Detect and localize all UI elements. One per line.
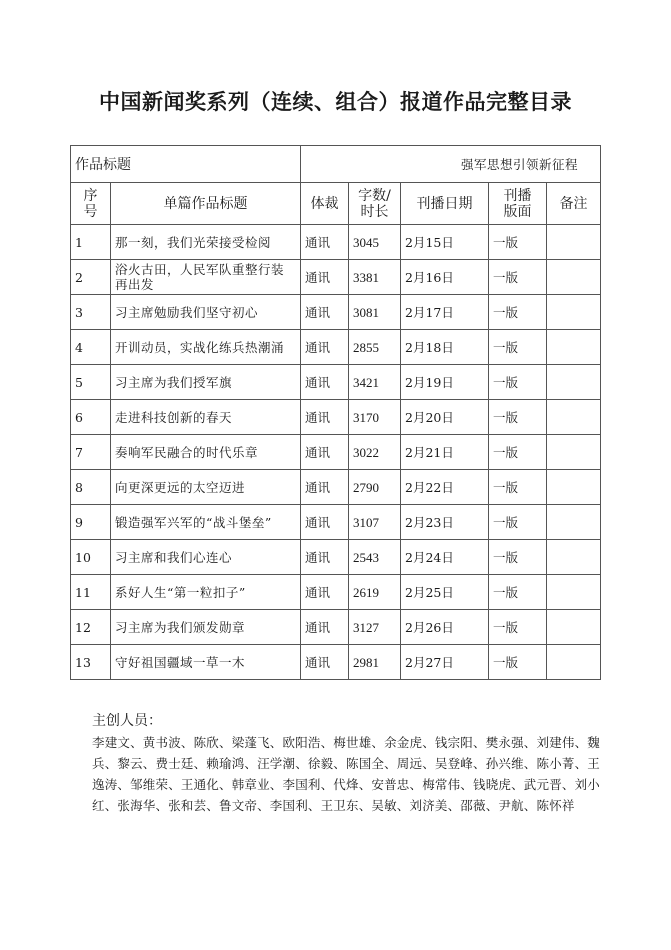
- row-note: [547, 610, 601, 645]
- row-note: [547, 575, 601, 610]
- table-row: [71, 260, 601, 295]
- row-no: 13: [71, 645, 111, 680]
- creators-section: [92, 710, 612, 816]
- table-row: [71, 540, 601, 575]
- table-row: [71, 295, 601, 330]
- row-no: 4: [71, 330, 111, 365]
- row-name: 习主席为我们颁发勋章: [111, 610, 301, 645]
- row-no: 12: [71, 610, 111, 645]
- row-date: 2月15日: [401, 225, 489, 260]
- row-note: [547, 505, 601, 540]
- table-row: [71, 365, 601, 400]
- creators-names: 李建文、黄书波、陈欣、梁蓬飞、欧阳浩、梅世雄、余金虎、钱宗阳、樊永强、刘建伟、魏兵、黎云、费士廷、赖瑜鸿、汪学潮、徐毅、陈国全、周远、吴登峰、孙兴维、陈小菁、王逸涛、邹维荣、王通化、韩章业、李国利、代烽、安普忠、梅常伟、钱晓虎、武元晋、刘小红、张海华、张和芸、鲁文帝、李国利、王卫东、吴敏、刘济美、邵薇、尹航、陈怀祥: [92, 735, 601, 813]
- row-note: [547, 330, 601, 365]
- table-row: [71, 330, 601, 365]
- header-row: [71, 183, 601, 225]
- row-date: 2月19日: [401, 365, 489, 400]
- header-no: 序号: [71, 183, 111, 225]
- row-count: 3107: [349, 505, 401, 540]
- row-genre: 通讯: [301, 435, 349, 470]
- table-row: [71, 470, 601, 505]
- row-no: 1: [71, 225, 111, 260]
- table-row: [71, 505, 601, 540]
- work-title-row: [71, 146, 601, 183]
- row-page: 一版: [489, 435, 547, 470]
- row-name: 奏响军民融合的时代乐章: [111, 435, 301, 470]
- row-genre: 通讯: [301, 645, 349, 680]
- row-page: 一版: [489, 575, 547, 610]
- creators-label: 主创人员：: [92, 713, 162, 729]
- row-note: [547, 260, 601, 295]
- row-no: 10: [71, 540, 111, 575]
- row-name: 那一刻，我们光荣接受检阅: [111, 225, 301, 260]
- table-row: [71, 575, 601, 610]
- row-date: 2月18日: [401, 330, 489, 365]
- row-page: 一版: [489, 645, 547, 680]
- row-date: 2月25日: [401, 575, 489, 610]
- row-genre: 通讯: [301, 505, 349, 540]
- row-no: 3: [71, 295, 111, 330]
- row-note: [547, 365, 601, 400]
- row-genre: 通讯: [301, 575, 349, 610]
- row-date: 2月27日: [401, 645, 489, 680]
- row-no: 11: [71, 575, 111, 610]
- row-name: 系好人生“第一粒扣子”: [111, 575, 301, 610]
- row-genre: 通讯: [301, 540, 349, 575]
- table-row: [71, 645, 601, 680]
- table-row: [71, 400, 601, 435]
- row-date: 2月24日: [401, 540, 489, 575]
- row-name: 锻造强军兴军的“战斗堡垒”: [111, 505, 301, 540]
- row-count: 2543: [349, 540, 401, 575]
- row-page: 一版: [489, 610, 547, 645]
- row-genre: 通讯: [301, 365, 349, 400]
- row-date: 2月17日: [401, 295, 489, 330]
- row-name: 浴火古田，人民军队重整行装再出发: [111, 260, 301, 295]
- catalog-table: [70, 145, 601, 680]
- header-count: 字数/时长: [349, 183, 401, 225]
- work-title-value: 强军思想引领新征程: [301, 146, 601, 183]
- document-title: 中国新闻奖系列（连续、组合）报道作品完整目录: [99, 90, 572, 114]
- row-count: 3381: [349, 260, 401, 295]
- row-no: 2: [71, 260, 111, 295]
- row-note: [547, 225, 601, 260]
- row-note: [547, 540, 601, 575]
- row-note: [547, 470, 601, 505]
- header-date: 刊播日期: [401, 183, 489, 225]
- row-page: 一版: [489, 505, 547, 540]
- row-date: 2月22日: [401, 470, 489, 505]
- work-title-label: 作品标题: [71, 146, 301, 183]
- row-name: 向更深更远的太空迈进: [111, 470, 301, 505]
- row-count: 3127: [349, 610, 401, 645]
- row-count: 2855: [349, 330, 401, 365]
- table-row: [71, 610, 601, 645]
- row-genre: 通讯: [301, 260, 349, 295]
- header-name: 单篇作品标题: [111, 183, 301, 225]
- row-genre: 通讯: [301, 330, 349, 365]
- row-note: [547, 645, 601, 680]
- row-note: [547, 400, 601, 435]
- row-page: 一版: [489, 225, 547, 260]
- row-date: 2月20日: [401, 400, 489, 435]
- row-name: 习主席勉励我们坚守初心: [111, 295, 301, 330]
- row-page: 一版: [489, 400, 547, 435]
- row-date: 2月26日: [401, 610, 489, 645]
- row-count: 3022: [349, 435, 401, 470]
- row-page: 一版: [489, 470, 547, 505]
- row-name: 习主席和我们心连心: [111, 540, 301, 575]
- header-genre: 体裁: [301, 183, 349, 225]
- row-count: 2619: [349, 575, 401, 610]
- row-name: 开训动员，实战化练兵热潮涌: [111, 330, 301, 365]
- row-genre: 通讯: [301, 470, 349, 505]
- header-page: 刊播版面: [489, 183, 547, 225]
- row-page: 一版: [489, 295, 547, 330]
- row-date: 2月21日: [401, 435, 489, 470]
- row-no: 9: [71, 505, 111, 540]
- row-count: 2981: [349, 645, 401, 680]
- row-count: 3170: [349, 400, 401, 435]
- row-name: 守好祖国疆域一草一木: [111, 645, 301, 680]
- row-note: [547, 295, 601, 330]
- row-genre: 通讯: [301, 295, 349, 330]
- row-page: 一版: [489, 260, 547, 295]
- row-count: 3081: [349, 295, 401, 330]
- header-note: 备注: [547, 183, 601, 225]
- row-genre: 通讯: [301, 610, 349, 645]
- row-genre: 通讯: [301, 225, 349, 260]
- row-count: 2790: [349, 470, 401, 505]
- row-count: 3421: [349, 365, 401, 400]
- row-page: 一版: [489, 365, 547, 400]
- row-page: 一版: [489, 330, 547, 365]
- row-no: 5: [71, 365, 111, 400]
- row-no: 6: [71, 400, 111, 435]
- row-page: 一版: [489, 540, 547, 575]
- table-row: [71, 435, 601, 470]
- row-note: [547, 435, 601, 470]
- row-genre: 通讯: [301, 400, 349, 435]
- row-no: 8: [71, 470, 111, 505]
- row-count: 3045: [349, 225, 401, 260]
- row-name: 走进科技创新的春天: [111, 400, 301, 435]
- row-date: 2月23日: [401, 505, 489, 540]
- row-name: 习主席为我们授军旗: [111, 365, 301, 400]
- row-no: 7: [71, 435, 111, 470]
- row-date: 2月16日: [401, 260, 489, 295]
- table-row: [71, 225, 601, 260]
